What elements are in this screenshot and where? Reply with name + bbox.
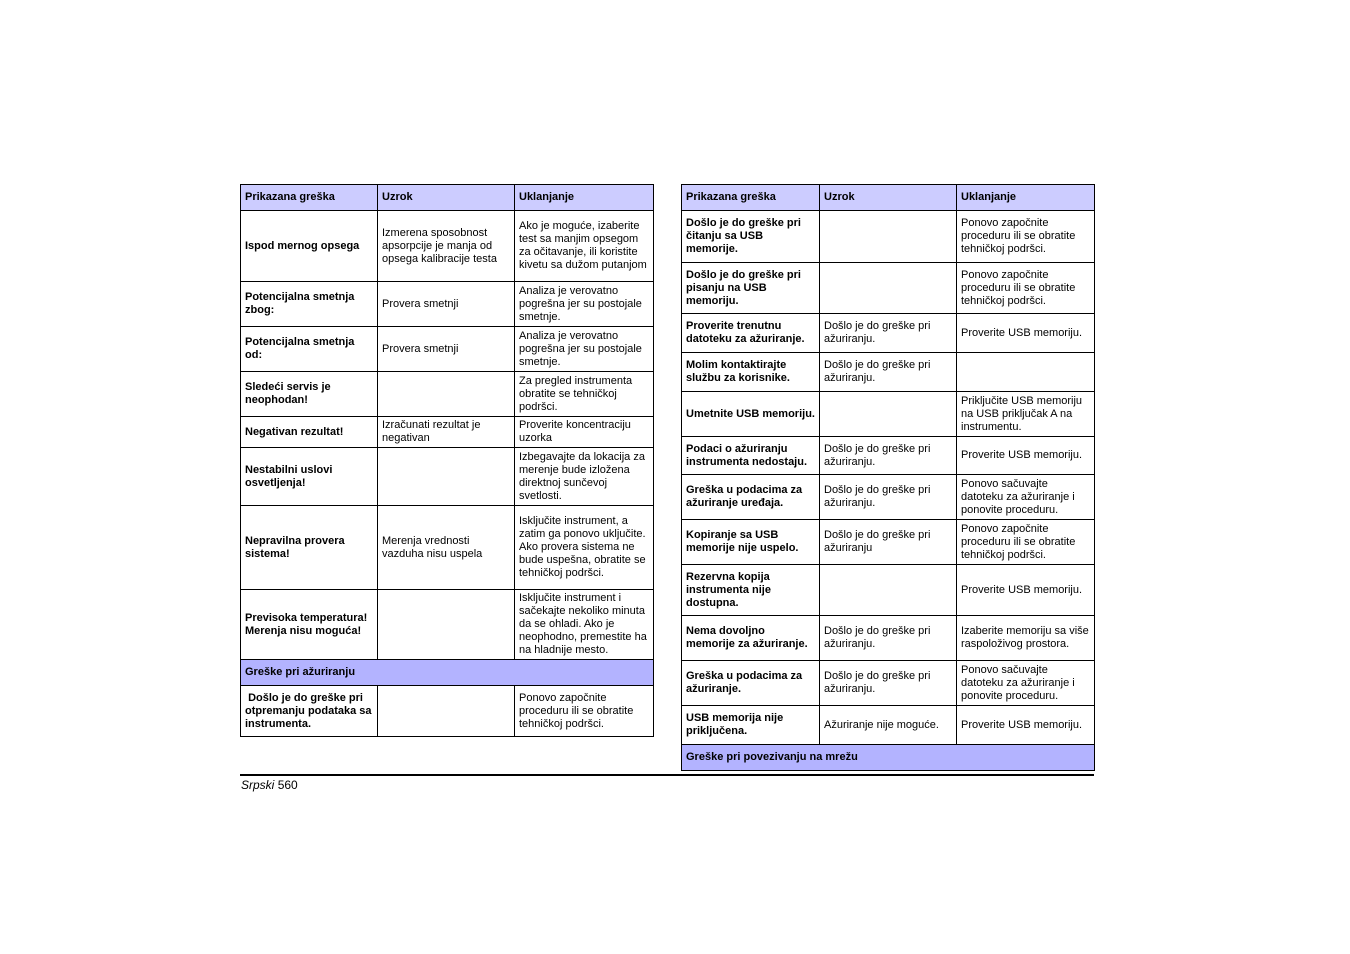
section-title: Greške pri ažuriranju	[241, 660, 654, 686]
table-row	[241, 448, 654, 506]
table-row	[241, 506, 654, 590]
cause-cell	[378, 590, 515, 660]
cause-cell	[820, 392, 957, 437]
table-row	[241, 686, 654, 737]
error-cell: Nepravilna provera sistema!	[241, 506, 378, 590]
error-cell: USB memorija nije priključena.	[682, 706, 820, 745]
cause-cell: Došlo je do greške pri ažuriranju.	[820, 616, 957, 661]
table-row	[682, 520, 1095, 565]
table-row	[682, 437, 1095, 475]
table-row	[682, 263, 1095, 314]
header-remedy: Uklanjanje	[957, 185, 1095, 211]
error-cell: Rezervna kopija instrumenta nije dostupna.	[682, 565, 820, 616]
table-row	[682, 211, 1095, 263]
cause-cell: Provera smetnji	[378, 327, 515, 372]
table-row	[241, 590, 654, 660]
error-table-left	[240, 184, 654, 737]
page-number: 560	[277, 778, 298, 792]
remedy-cell: Ponovo sačuvajte datoteku za ažuriranje i ponovite proceduru.	[957, 475, 1095, 520]
header-remedy: Uklanjanje	[515, 185, 654, 211]
table-row	[682, 353, 1095, 392]
remedy-cell: Analiza je verovatno pogrešna jer su postojale smetnje.	[515, 282, 654, 327]
remedy-cell: Proverite koncentraciju uzorka	[515, 417, 654, 448]
section-row	[241, 660, 654, 686]
table-row	[682, 565, 1095, 616]
remedy-cell: Ponovo započnite proceduru ili se obratite tehničkoj podršci.	[957, 263, 1095, 314]
header-cause: Uzrok	[378, 185, 515, 211]
remedy-cell: Ako je moguće, izaberite test sa manjim opsegom za očitavanje, ili koristite kivetu sa dužom putanjom	[515, 211, 654, 282]
cause-cell	[820, 211, 957, 263]
error-cell: Potencijalna smetnja zbog:	[241, 282, 378, 327]
cause-cell	[378, 372, 515, 417]
error-cell: Došlo je do greške pri pisanju na USB memoriju.	[682, 263, 820, 314]
remedy-cell: Analiza je verovatno pogrešna jer su postojale smetnje.	[515, 327, 654, 372]
remedy-cell: Proverite USB memoriju.	[957, 437, 1095, 475]
remedy-cell: Isključite instrument i sačekajte nekoliko minuta da se ohladi. Ako je neophodno, premestite ha na hladnije mesto.	[515, 590, 654, 660]
table-row	[682, 616, 1095, 661]
remedy-cell	[957, 353, 1095, 392]
table-row	[682, 706, 1095, 745]
remedy-cell: Ponovo započnite proceduru ili se obratite tehničkoj podršci.	[957, 211, 1095, 263]
table-row	[682, 314, 1095, 353]
error-cell: Negativan rezultat!	[241, 417, 378, 448]
error-cell: Došlo je do greške pri otpremanju podataka sa instrumenta.	[241, 686, 378, 737]
remedy-cell: Proverite USB memoriju.	[957, 706, 1095, 745]
remedy-cell: Izaberite memoriju sa više raspoloživog prostora.	[957, 616, 1095, 661]
cause-cell	[820, 565, 957, 616]
cause-cell	[378, 686, 515, 737]
error-cell: Nestabilni uslovi osvetljenja!	[241, 448, 378, 506]
error-cell: Nema dovoljno memorije za ažuriranje.	[682, 616, 820, 661]
remedy-cell: Za pregled instrumenta obratite se tehničkoj podršci.	[515, 372, 654, 417]
cause-cell: Došlo je do greške pri ažuriranju.	[820, 661, 957, 706]
remedy-cell: Ponovo započnite proceduru ili se obratite tehničkoj podršci.	[515, 686, 654, 737]
error-cell: Proverite trenutnu datoteku za ažuriranje.	[682, 314, 820, 353]
error-cell: Podaci o ažuriranju instrumenta nedostaju.	[682, 437, 820, 475]
table-row	[682, 392, 1095, 437]
section-row	[682, 745, 1095, 771]
cause-cell: Izmerena sposobnost apsorpcije je manja od opsega kalibracije testa	[378, 211, 515, 282]
table-header-row	[682, 185, 1095, 211]
error-cell: Greška u podacima za ažuriranje.	[682, 661, 820, 706]
footer-rule	[240, 774, 1094, 776]
table-row	[241, 327, 654, 372]
error-cell: Greška u podacima za ažuriranje uređaja.	[682, 475, 820, 520]
error-table-right	[681, 184, 1095, 771]
cause-cell: Došlo je do greške pri ažuriranju.	[820, 353, 957, 392]
cause-cell: Merenja vrednosti vazduha nisu uspela	[378, 506, 515, 590]
cause-cell: Izračunati rezultat je negativan	[378, 417, 515, 448]
table-header-row	[241, 185, 654, 211]
remedy-cell: Priključite USB memoriju na USB priključak A na instrumentu.	[957, 392, 1095, 437]
error-cell: Potencijalna smetnja od:	[241, 327, 378, 372]
remedy-cell: Proverite USB memoriju.	[957, 314, 1095, 353]
remedy-cell: Izbegavajte da lokacija za merenje bude izložena direktnoj sunčevoj svetlosti.	[515, 448, 654, 506]
header-error: Prikazana greška	[682, 185, 820, 211]
remedy-cell: Ponovo započnite proceduru ili se obratite tehničkoj podršci.	[957, 520, 1095, 565]
cause-cell: Došlo je do greške pri ažuriranju.	[820, 314, 957, 353]
error-cell: Kopiranje sa USB memorije nije uspelo.	[682, 520, 820, 565]
error-cell: Umetnite USB memoriju.	[682, 392, 820, 437]
error-cell: Sledeći servis je neophodan!	[241, 372, 378, 417]
table-row	[241, 417, 654, 448]
cause-cell	[820, 263, 957, 314]
cause-cell: Provera smetnji	[378, 282, 515, 327]
footer-language: Srpski	[241, 778, 275, 792]
error-cell: Previsoka temperatura! Merenja nisu moguća!	[241, 590, 378, 660]
cause-cell: Došlo je do greške pri ažuriranju.	[820, 475, 957, 520]
table-row	[241, 372, 654, 417]
cause-cell: Došlo je do greške pri ažuriranju	[820, 520, 957, 565]
remedy-cell: Isključite instrument, a zatim ga ponovo uključite. Ako provera sistema ne bude uspešna, obratite se tehničkoj podršci.	[515, 506, 654, 590]
table-row	[241, 211, 654, 282]
error-cell: Došlo je do greške pri čitanju sa USB memorije.	[682, 211, 820, 263]
table-row	[682, 475, 1095, 520]
table-row	[682, 661, 1095, 706]
cause-cell	[378, 448, 515, 506]
error-cell: Ispod mernog opsega	[241, 211, 378, 282]
cause-cell: Došlo je do greške pri ažuriranju.	[820, 437, 957, 475]
remedy-cell: Ponovo sačuvajte datoteku za ažuriranje i ponovite proceduru.	[957, 661, 1095, 706]
error-cell: Molim kontaktirajte službu za korisnike.	[682, 353, 820, 392]
page-footer	[241, 778, 298, 792]
table-row	[241, 282, 654, 327]
section-title: Greške pri povezivanju na mrežu	[682, 745, 1095, 771]
header-cause: Uzrok	[820, 185, 957, 211]
remedy-cell: Proverite USB memoriju.	[957, 565, 1095, 616]
cause-cell: Ažuriranje nije moguće.	[820, 706, 957, 745]
header-error: Prikazana greška	[241, 185, 378, 211]
